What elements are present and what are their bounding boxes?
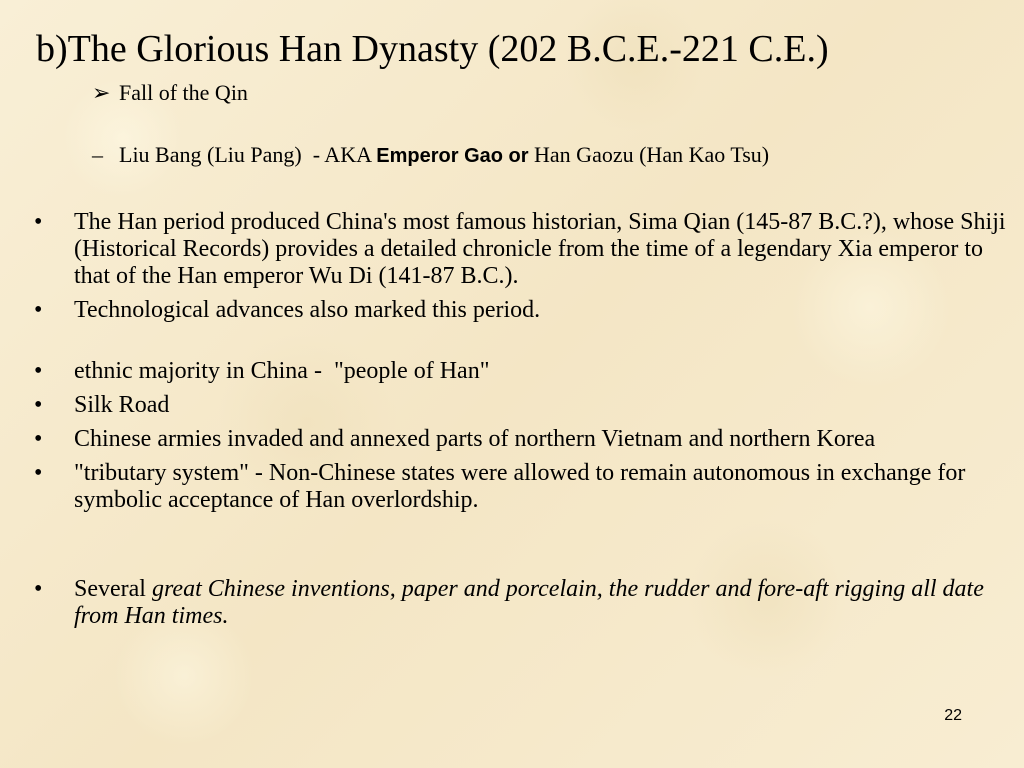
bullet-text: "tributary system" - Non-Chinese states were allowed to remain autonomous in exchange for symbolic acceptance of Han overlordship. — [74, 460, 966, 513]
sub-item-text-bold: Emperor Gao or — [376, 145, 529, 167]
bullet-dot-icon: • — [34, 426, 43, 452]
bullet-item — [32, 358, 1012, 385]
bullet-item — [32, 392, 1012, 419]
dash-bullet-icon: – — [92, 142, 103, 167]
slide-title: b)The Glorious Han Dynasty (202 B.C.E.-221 C.E.) — [36, 28, 829, 70]
bullet-dot-icon: • — [34, 460, 43, 486]
sub-item-text-before: Liu Bang (Liu Pang) - AKA — [119, 142, 377, 167]
sub-item-liu-bang — [92, 141, 769, 170]
bullet-item — [32, 426, 1012, 453]
sub-item-fall-of-qin — [92, 79, 248, 107]
bullet-dot-icon: • — [34, 297, 43, 323]
bullet-text: Chinese armies invaded and annexed parts of northern Vietnam and northern Korea — [74, 426, 876, 452]
bullet-dot-icon: • — [34, 209, 43, 235]
sub-item-text: Fall of the Qin — [119, 80, 248, 105]
page-number: 22 — [944, 707, 962, 724]
bullet-list — [32, 209, 1012, 637]
bullet-text-italic: great Chinese inventions, paper and porcelain, the rudder and fore-aft rigging all date from Han times. — [74, 576, 984, 629]
bullet-item-inventions — [32, 576, 1012, 630]
bullet-text-plain: Several — [74, 576, 152, 602]
bullet-text: ethnic majority in China - "people of Han" — [74, 358, 490, 384]
bullet-text: The Han period produced China's most famous historian, Sima Qian (145-87 B.C.?), whose Shiji (Historical Records) provides a detailed chronicle from the time of a legendary Xia emperor to that of the Han emperor Wu Di (141-87 B.C.). — [74, 209, 1006, 289]
bullet-dot-icon: • — [34, 392, 43, 418]
sub-item-text-after: Han Gaozu (Han Kao Tsu) — [528, 142, 770, 167]
bullet-text: Silk Road — [74, 392, 170, 418]
bullet-dot-icon: • — [34, 358, 43, 384]
bullet-item — [32, 297, 1012, 324]
arrow-bullet-icon: ➢ — [92, 80, 111, 105]
bullet-text: Technological advances also marked this period. — [74, 297, 541, 323]
bullet-item — [32, 209, 1012, 290]
bullet-dot-icon: • — [34, 576, 43, 602]
bullet-item — [32, 460, 1012, 514]
